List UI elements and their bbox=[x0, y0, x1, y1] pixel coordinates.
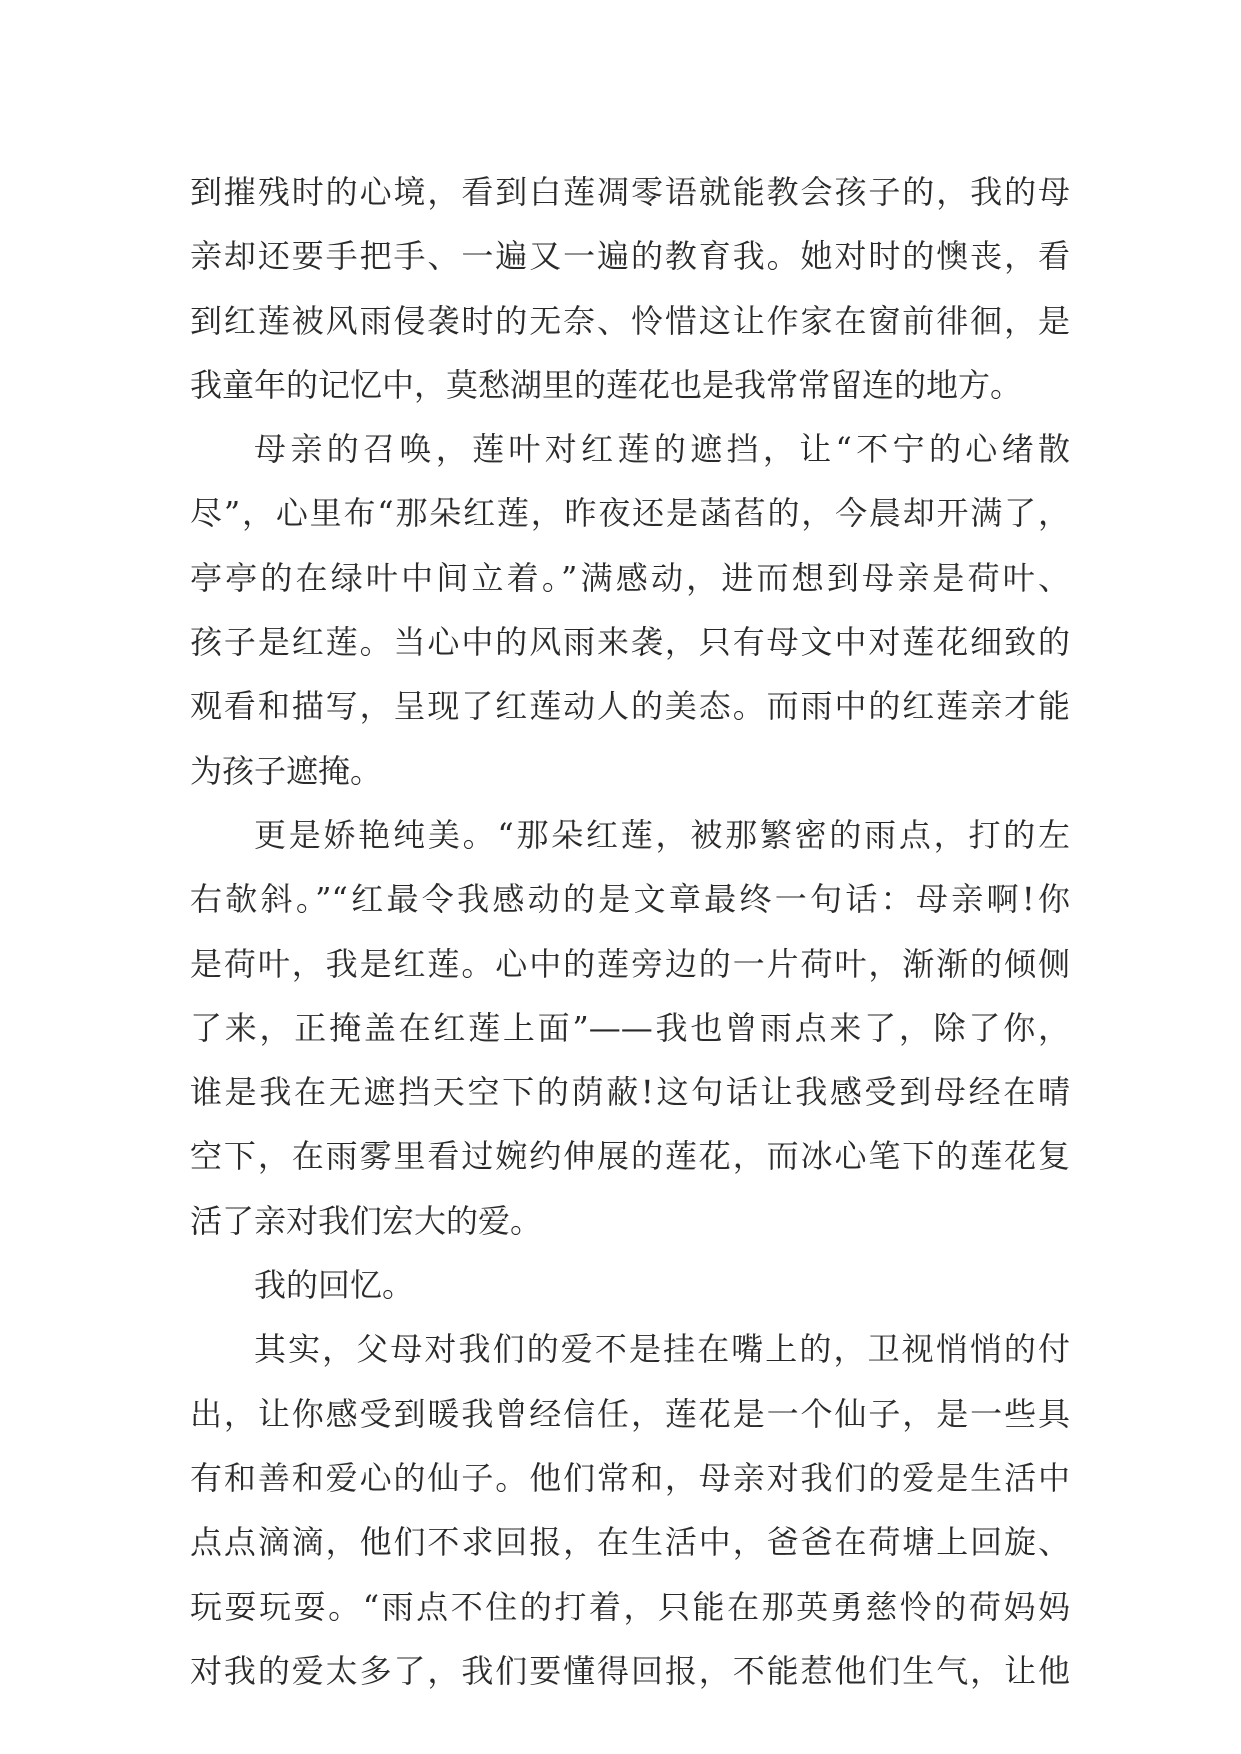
text-line: 点点滴滴，他们不求回报，在生活中，爸爸在荷塘上回旋、 bbox=[190, 1523, 1070, 1562]
document-body bbox=[190, 160, 1070, 1703]
text-line: 亲却还要手把手、一遍又一遍的教育我。她对时的懊丧，看 bbox=[190, 237, 1070, 276]
text-line: 我的回忆。 bbox=[254, 1266, 415, 1305]
text-line: 有和善和爱心的仙子。他们常和，母亲对我们的爱是生活中 bbox=[190, 1458, 1070, 1497]
text-line: 了来，正掩盖在红莲上面”——我也曾雨点来了，除了你， bbox=[190, 1008, 1070, 1047]
text-line: 活了亲对我们宏大的爱。 bbox=[190, 1201, 543, 1240]
text-line: 右欹斜。”“红最令我感动的是文章最终一句话：母亲啊!你 bbox=[190, 880, 1070, 919]
text-line: 孩子是红莲。当心中的风雨来袭，只有母文中对莲花细致的 bbox=[190, 623, 1070, 662]
text-line: 母亲的召唤，莲叶对红莲的遮挡，让“不宁的心绪散 bbox=[254, 430, 1070, 469]
text-line: 更是娇艳纯美。“那朵红莲，被那繁密的雨点，打的左 bbox=[254, 815, 1070, 854]
text-line: 空下，在雨雾里看过婉约伸展的莲花，而冰心笔下的莲花复 bbox=[190, 1137, 1070, 1176]
text-line: 我童年的记忆中，莫愁湖里的莲花也是我常常留连的地方。 bbox=[190, 365, 1023, 404]
text-line: 是荷叶，我是红莲。心中的莲旁边的一片荷叶，渐渐的倾侧 bbox=[190, 944, 1070, 983]
text-line: 到摧残时的心境，看到白莲凋零语就能教会孩子的，我的母 bbox=[190, 173, 1070, 211]
text-line: 尽”，心里布“那朵红莲，昨夜还是菡萏的，今晨却开满了， bbox=[190, 494, 1070, 533]
text-line: 玩耍玩耍。“雨点不住的打着，只能在那英勇慈怜的荷妈妈 bbox=[190, 1587, 1070, 1626]
text-line: 到红莲被风雨侵袭时的无奈、怜惜这让作家在窗前徘徊，是 bbox=[190, 301, 1070, 340]
text-line: 对我的爱太多了，我们要懂得回报，不能惹他们生气，让他 bbox=[190, 1651, 1070, 1690]
text-line: 其实，父母对我们的爱不是挂在嘴上的，卫视悄悄的付 bbox=[254, 1330, 1070, 1369]
text-line: 为孩子遮掩。 bbox=[190, 751, 383, 790]
text-line: 谁是我在无遮挡天空下的荫蔽!这句话让我感受到母经在晴 bbox=[190, 1073, 1070, 1112]
text-line: 亭亭的在绿叶中间立着。”满感动，进而想到母亲是荷叶、 bbox=[190, 558, 1070, 597]
text-line: 出，让你感受到暖我曾经信任，莲花是一个仙子，是一些具 bbox=[190, 1394, 1070, 1433]
text-line: 观看和描写，呈现了红莲动人的美态。而雨中的红莲亲才能 bbox=[190, 687, 1070, 726]
